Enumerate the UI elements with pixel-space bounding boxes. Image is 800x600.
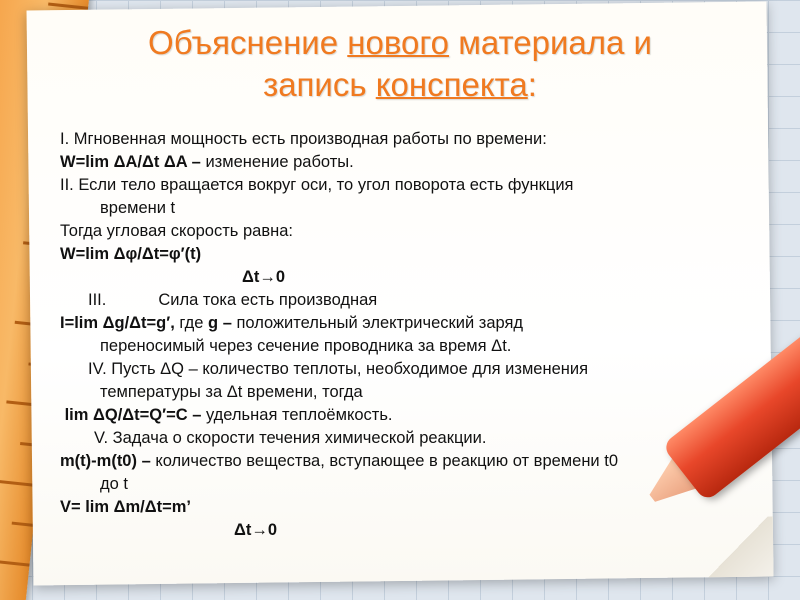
text-line bbox=[60, 220, 760, 243]
title-text: Объяснение bbox=[148, 24, 348, 61]
text-line bbox=[60, 174, 760, 197]
text-line bbox=[60, 381, 760, 404]
text-line-content: V. Задача о скорости течения химической реакции. bbox=[94, 429, 487, 447]
title-text: : bbox=[527, 66, 537, 103]
formula-subscript bbox=[60, 519, 760, 542]
formula-text: lim ΔQ/Δt=Q′=C – bbox=[60, 406, 206, 424]
text-line bbox=[60, 197, 760, 220]
formula-line bbox=[60, 404, 760, 427]
formula-text: m(t)-m(t0) – bbox=[60, 452, 156, 470]
text-line bbox=[60, 335, 760, 358]
text-line-content: количество вещества, вступающее в реакцию от времени t0 bbox=[155, 452, 618, 470]
ruler-tick bbox=[12, 522, 34, 527]
text-line bbox=[60, 473, 760, 496]
formula-text: g – bbox=[208, 314, 237, 332]
formula-line bbox=[60, 151, 760, 174]
title-line-1 bbox=[90, 22, 710, 64]
formula-text: W=lim Δφ/Δt=φ′(t) bbox=[60, 245, 202, 263]
formula-text: Δt→0 bbox=[242, 268, 286, 286]
title-underlined-word: конспекта bbox=[375, 66, 528, 103]
text-line-content: изменение работы. bbox=[205, 153, 354, 171]
title-text: запись bbox=[263, 66, 376, 103]
ruler-tick bbox=[48, 3, 88, 10]
title-text: материала и bbox=[449, 24, 652, 61]
lecture-notes bbox=[60, 128, 760, 542]
formula-text: V= lim Δm/Δt=m’ bbox=[60, 498, 192, 516]
text-line-content: температуры за Δt времени, тогда bbox=[100, 383, 363, 401]
text-line bbox=[60, 128, 760, 151]
formula-text: Δt→0 bbox=[234, 521, 278, 539]
text-line-content: времени t bbox=[100, 199, 176, 217]
text-line-content: положительный электрический заряд bbox=[236, 314, 524, 332]
text-line-content: удельная теплоёмкость. bbox=[205, 406, 393, 424]
slide-title bbox=[90, 22, 710, 106]
formula-line bbox=[60, 243, 760, 266]
text-line-content: II. Если тело вращается вокруг оси, то угол поворота есть функция bbox=[60, 176, 574, 194]
formula-text: W=lim ΔA/Δt ΔA – bbox=[60, 153, 206, 171]
title-underlined-word: нового bbox=[347, 24, 450, 61]
text-line-content: I. Мгновенная мощность есть производная работы по времени: bbox=[60, 130, 547, 148]
text-line bbox=[60, 289, 760, 312]
formula-text: I=lim Δg/Δt=g′, bbox=[60, 314, 180, 332]
text-line-content: Тогда угловая скорость равна: bbox=[60, 222, 293, 240]
text-line-content: IV. Пусть ΔQ – количество теплоты, необходимое для изменения bbox=[88, 360, 589, 378]
formula-line bbox=[60, 450, 760, 473]
text-line-content: до t bbox=[100, 475, 128, 493]
text-line-content: где bbox=[179, 314, 209, 332]
formula-line bbox=[60, 496, 760, 519]
title-line-2 bbox=[90, 64, 710, 106]
ruler-tick bbox=[0, 559, 30, 566]
text-line-content: переносимый через сечение проводника за время Δt. bbox=[100, 337, 512, 355]
text-line bbox=[60, 358, 760, 381]
formula-line bbox=[60, 312, 760, 335]
section-number: III. bbox=[88, 291, 107, 309]
text-line bbox=[60, 427, 760, 450]
text-line-content: Сила тока есть производная bbox=[158, 291, 378, 309]
formula-subscript bbox=[60, 266, 760, 289]
